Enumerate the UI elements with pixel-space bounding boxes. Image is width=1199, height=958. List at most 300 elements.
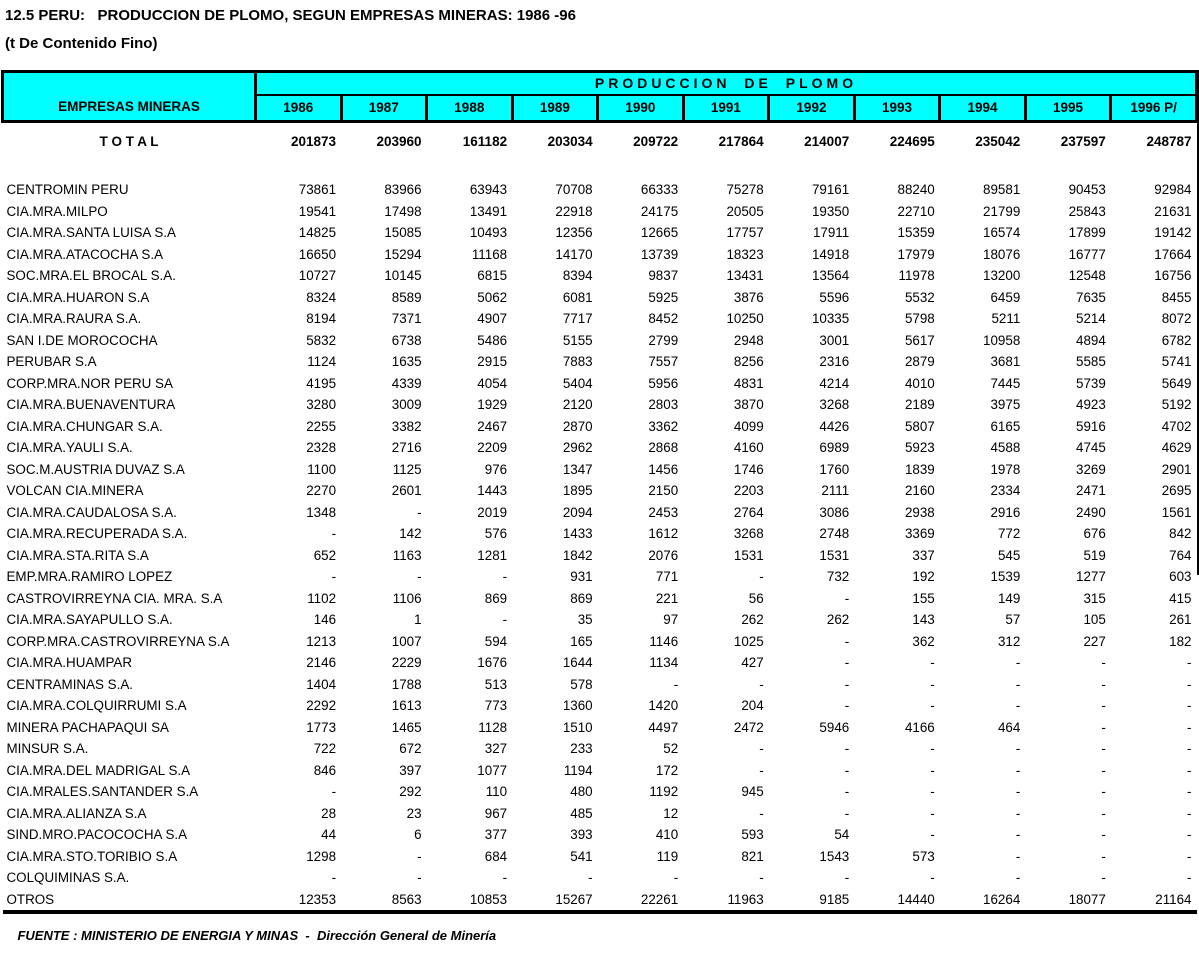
value-cell: 35 [577, 612, 593, 627]
value-cell: 1102 [307, 590, 337, 606]
year-header: 1995 [1025, 95, 1111, 122]
value-cell: 4339 [391, 375, 422, 391]
value-cell: 4923 [1076, 397, 1106, 412]
value-cell: 1746 [733, 461, 764, 477]
value-cell: - [844, 805, 850, 821]
value-cell: - [1187, 805, 1192, 821]
value-cell: 6459 [990, 289, 1021, 305]
value-cell: 14440 [854, 889, 940, 913]
value-cell: 16264 [940, 889, 1026, 913]
value-cell: 931 [570, 569, 593, 584]
value-cell: - [930, 676, 935, 692]
value-cell: - [1187, 698, 1192, 713]
value-cell: - [844, 762, 850, 778]
value-cell: 1163 [392, 547, 422, 563]
company-name-cell: CIA.MRA.HUAMPAR [6, 655, 132, 670]
company-name-cell: CIA.MRA.CHUNGAR S.A. [6, 418, 163, 434]
value-cell: - [502, 569, 508, 584]
value-cell: 1539 [990, 569, 1021, 584]
value-cell: 410 [655, 827, 679, 842]
value-cell: 10853 [427, 889, 513, 913]
value-cell: 261 [1169, 612, 1192, 627]
value-cell: - [1101, 719, 1106, 735]
value-cell: 2695 [1161, 483, 1192, 498]
value-cell: 83966 [384, 182, 422, 197]
value-cell: 684 [484, 848, 508, 864]
page-subtitle: (t De Contenido Fino) [5, 35, 158, 52]
value-cell: - [1187, 762, 1192, 778]
value-cell: 21631 [1154, 203, 1192, 219]
value-cell: - [1101, 655, 1106, 670]
value-cell: 15359 [897, 225, 935, 240]
value-cell: 732 [826, 569, 850, 584]
value-cell: - [1015, 784, 1021, 799]
value-cell: - [1101, 827, 1106, 842]
value-cell: 2292 [306, 698, 337, 713]
value-cell: 90453 [1068, 182, 1106, 197]
value-cell: 15085 [384, 225, 422, 240]
table-row [3, 760, 1197, 782]
value-cell: 821 [741, 848, 764, 864]
table-row [3, 437, 1197, 459]
value-cell: 17979 [897, 246, 935, 262]
value-cell: 9185 [769, 889, 855, 913]
value-cell: 73861 [298, 182, 337, 197]
company-name-cell: CORP.MRA.CASTROVIRREYNA S.A [6, 633, 230, 649]
value-cell: 4010 [904, 375, 935, 391]
table-row [3, 244, 1197, 266]
value-cell: 10727 [298, 268, 337, 283]
value-cell: 203960 [376, 134, 422, 149]
value-cell: 75278 [726, 182, 764, 197]
spacer-cell [3, 161, 1197, 179]
value-cell: 869 [570, 590, 593, 606]
value-cell: 16756 [1154, 268, 1192, 283]
company-name-cell: CASTROVIRREYNA CIA. MRA. S.A [6, 590, 223, 606]
value-cell: 2019 [477, 504, 508, 520]
value-cell: 7717 [562, 311, 593, 326]
value-cell: - [930, 784, 935, 799]
value-cell: 292 [399, 784, 422, 799]
value-cell: 10250 [726, 311, 764, 326]
value-cell: 5532 [904, 289, 935, 305]
year-header: 1992 [769, 95, 855, 122]
value-cell: 603 [1169, 569, 1192, 584]
value-cell: 427 [741, 655, 764, 670]
value-cell: 2467 [477, 418, 508, 434]
value-cell: 15267 [512, 889, 598, 913]
value-cell: 1978 [990, 461, 1021, 477]
value-cell: 165 [570, 633, 593, 649]
value-cell: 14918 [811, 246, 850, 262]
value-cell: 2901 [1161, 461, 1192, 477]
value-cell: 1128 [478, 719, 508, 735]
value-cell: 17498 [384, 203, 422, 219]
value-cell: - [1015, 848, 1021, 864]
value-cell: 10958 [983, 332, 1021, 348]
value-cell: 6989 [819, 440, 850, 455]
value-cell: - [1101, 676, 1106, 692]
value-cell: 415 [1169, 590, 1192, 606]
value-cell: 5155 [562, 332, 593, 348]
value-cell: - [502, 612, 508, 627]
value-cell: 18077 [1025, 889, 1111, 913]
value-cell: - [1101, 762, 1106, 778]
table-row [3, 803, 1197, 825]
value-cell: 5211 [991, 311, 1021, 326]
value-cell: 337 [912, 547, 935, 563]
value-cell: 3382 [391, 418, 422, 434]
value-cell: - [1101, 805, 1106, 821]
value-cell: 13564 [811, 268, 850, 283]
value-cell: - [1015, 741, 1021, 756]
empresas-mineras-header: EMPRESAS MINERAS [3, 72, 256, 122]
value-cell: 362 [912, 633, 935, 649]
value-cell: 5486 [477, 332, 508, 348]
value-cell: 209722 [633, 134, 679, 149]
value-cell: 2803 [648, 397, 679, 412]
value-cell: 2076 [648, 547, 679, 563]
value-cell: 8394 [562, 268, 593, 283]
value-cell: 4831 [733, 375, 764, 391]
value-cell: 2209 [477, 440, 508, 455]
value-cell: - [1015, 762, 1021, 778]
value-cell: 869 [484, 590, 508, 606]
value-cell: 192 [912, 569, 935, 584]
table-row [3, 373, 1197, 395]
value-cell: 573 [912, 848, 935, 864]
table-row [3, 717, 1197, 739]
source-text: FUENTE : MINISTERIO DE ENERGIA Y MINAS - Dirección General de Minería [17, 928, 497, 943]
value-cell: 576 [484, 526, 508, 541]
value-cell: - [1015, 655, 1021, 670]
table-row [3, 695, 1197, 717]
value-cell: 1281 [477, 547, 508, 563]
table-row [3, 179, 1197, 201]
company-name-cell: CIA.MRA.SANTA LUISA S.A [6, 225, 176, 240]
value-cell: 1456 [648, 461, 679, 477]
value-cell: 6081 [562, 289, 593, 305]
value-cell: 842 [1169, 526, 1192, 541]
value-cell: - [844, 655, 850, 670]
table-row [3, 222, 1197, 244]
value-cell: 1929 [477, 397, 508, 412]
company-name-cell: CIA.MRA.STO.TORIBIO S.A [6, 848, 178, 864]
value-cell: 7557 [648, 354, 679, 369]
table-row [3, 824, 1197, 846]
value-cell: - [844, 784, 850, 799]
value-cell: 1839 [904, 461, 935, 477]
value-cell: 237597 [1060, 134, 1106, 149]
value-cell: 105 [1083, 612, 1106, 627]
value-cell: 2490 [1076, 504, 1106, 520]
company-name-cell: CIA.MRA.HUARON S.A [6, 289, 150, 305]
value-cell: 4426 [819, 418, 850, 434]
table-row [3, 351, 1197, 373]
value-cell: 12356 [555, 225, 593, 240]
value-cell: 2150 [648, 483, 679, 498]
value-cell: 6 [414, 827, 422, 842]
value-cell: 2146 [306, 655, 337, 670]
value-cell: 4894 [1076, 332, 1106, 348]
value-cell: 3269 [1076, 461, 1106, 477]
value-cell: 18323 [726, 246, 764, 262]
value-cell: 17664 [1154, 246, 1192, 262]
value-cell: 23 [406, 805, 422, 821]
value-cell: 63943 [469, 182, 508, 197]
value-cell: - [502, 870, 508, 885]
table-row [3, 330, 1197, 352]
value-cell: 2870 [562, 418, 593, 434]
value-cell: - [759, 676, 764, 692]
value-cell: 3975 [990, 397, 1021, 412]
value-cell: - [759, 741, 764, 756]
value-cell: - [1015, 698, 1021, 713]
value-cell: 10335 [811, 311, 850, 326]
company-name-cell: SOC.MRA.EL BROCAL S.A. [6, 268, 176, 283]
value-cell: 2716 [391, 440, 422, 455]
value-cell: 541 [570, 848, 593, 864]
value-cell: 5617 [904, 332, 935, 348]
value-cell: 5741 [1161, 354, 1192, 369]
value-cell: 217864 [718, 134, 764, 149]
value-cell: 5192 [1161, 397, 1192, 412]
company-name-cell: CIA.MRA.STA.RITA S.A [6, 547, 149, 563]
value-cell: 52 [663, 741, 679, 756]
company-name-cell: CENTRAMINAS S.A. [6, 676, 133, 692]
value-cell: 22261 [598, 889, 684, 913]
table-row [3, 889, 1197, 913]
value-cell: 11168 [471, 246, 508, 262]
table-row [3, 459, 1197, 481]
value-cell: 57 [1005, 612, 1021, 627]
value-cell: 19350 [811, 203, 850, 219]
value-cell: - [1187, 870, 1192, 885]
value-cell: 14170 [555, 246, 593, 262]
value-cell: 312 [997, 633, 1021, 649]
company-name-cell: CIA.MRA.CAUDALOSA S.A. [6, 504, 177, 520]
value-cell: 14825 [298, 225, 337, 240]
value-cell: 1788 [391, 676, 422, 692]
value-cell: 2938 [904, 504, 935, 520]
value-cell: 846 [313, 762, 337, 778]
value-cell: - [844, 633, 850, 649]
value-cell: 1644 [562, 655, 593, 670]
value-cell: 397 [399, 762, 422, 778]
value-cell: 22918 [555, 203, 593, 219]
value-cell: 3870 [733, 397, 764, 412]
value-cell: 224695 [889, 134, 935, 149]
production-table [1, 70, 1198, 914]
value-cell: 2094 [562, 504, 593, 520]
value-cell: - [417, 848, 422, 864]
value-cell: 771 [655, 569, 679, 584]
value-cell: 1895 [562, 483, 593, 498]
value-cell: - [844, 676, 850, 692]
value-cell: 1100 [307, 461, 337, 477]
value-cell: 143 [912, 612, 935, 627]
value-cell: 5062 [477, 289, 508, 305]
value-cell: 1531 [733, 547, 764, 563]
value-cell: 1347 [562, 461, 593, 477]
value-cell: 2764 [733, 504, 764, 520]
value-cell: - [673, 676, 679, 692]
value-cell: 967 [484, 805, 508, 821]
value-cell: 8452 [648, 311, 679, 326]
value-cell: 2453 [648, 504, 679, 520]
value-cell: 513 [484, 676, 508, 692]
company-name-cell: CIA.MRA.BUENAVENTURA [6, 397, 176, 412]
value-cell: 1510 [562, 719, 593, 735]
value-cell: 149 [997, 590, 1021, 606]
value-cell: - [844, 590, 850, 606]
value-cell: 7445 [990, 375, 1021, 391]
value-cell: 1773 [306, 719, 337, 735]
value-cell: 235042 [975, 134, 1021, 149]
value-cell: 88240 [897, 182, 935, 197]
company-name-cell: CIA.MRA.RECUPERADA S.A. [6, 526, 188, 541]
value-cell: 17899 [1068, 225, 1106, 240]
value-cell: - [930, 762, 935, 778]
value-cell: 11978 [898, 268, 935, 283]
value-cell: 676 [1083, 526, 1106, 541]
header-row-group [3, 72, 1197, 95]
value-cell: 1404 [306, 676, 337, 692]
table-row [3, 738, 1197, 760]
year-header: 1996 P/ [1111, 95, 1197, 122]
value-cell: 16574 [983, 225, 1021, 240]
value-cell: 772 [997, 526, 1021, 541]
value-cell: 20505 [726, 203, 764, 219]
value-cell: - [1015, 870, 1021, 885]
value-cell: - [1015, 827, 1021, 842]
value-cell: 4160 [733, 440, 764, 455]
value-cell: 464 [997, 719, 1021, 735]
value-cell: 4214 [819, 375, 850, 391]
value-cell: - [844, 741, 850, 756]
value-cell: 2948 [733, 332, 764, 348]
value-cell: - [930, 827, 935, 842]
value-cell: - [1101, 848, 1106, 864]
value-cell: 1465 [391, 719, 422, 735]
value-cell: 2601 [391, 483, 422, 498]
value-cell: 172 [655, 762, 679, 778]
table-row [3, 867, 1197, 889]
value-cell: 1842 [562, 547, 593, 563]
table-row [3, 566, 1197, 588]
value-cell: 1433 [562, 526, 593, 541]
value-cell: 221 [655, 590, 679, 606]
value-cell: 2189 [904, 397, 935, 412]
value-cell: - [759, 805, 764, 821]
company-name-cell: CIA.MRA.COLQUIRRUMI S.A [6, 698, 187, 713]
value-cell: 976 [484, 461, 508, 477]
value-cell: 161182 [462, 134, 508, 149]
table-row [3, 609, 1197, 631]
value-cell: 2915 [477, 354, 508, 369]
table-row [3, 846, 1197, 868]
value-cell: - [1101, 698, 1106, 713]
value-cell: 13431 [726, 268, 764, 283]
company-name-cell: CIA.MRA.MILPO [6, 203, 108, 219]
value-cell: - [759, 762, 764, 778]
value-cell: 1025 [733, 633, 764, 649]
value-cell: 8256 [733, 354, 764, 369]
produccion-de-plomo-header: PRODUCCION DE PLOMO [256, 72, 1197, 95]
value-cell: 2472 [733, 719, 764, 735]
value-cell: - [759, 569, 764, 584]
value-cell: - [1187, 827, 1192, 842]
value-cell: 13491 [469, 203, 508, 219]
value-cell: - [1101, 870, 1106, 885]
value-cell: 2316 [819, 354, 850, 369]
value-cell: 3001 [819, 332, 850, 348]
value-cell: 142 [399, 526, 422, 541]
value-cell: 201873 [290, 134, 337, 149]
value-cell: 1194 [563, 762, 593, 778]
value-cell: 66333 [640, 182, 679, 197]
value-cell: 3280 [306, 397, 337, 412]
table-body [3, 122, 1197, 913]
value-cell: 5946 [819, 719, 850, 735]
value-cell: 8589 [391, 289, 422, 305]
value-cell: - [588, 870, 593, 885]
value-cell: - [930, 741, 935, 756]
value-cell: 5649 [1161, 375, 1192, 391]
value-cell: 56 [748, 590, 764, 606]
value-cell: - [673, 870, 679, 885]
value-cell: 1360 [562, 698, 593, 713]
value-cell: 1277 [1076, 569, 1106, 584]
value-cell: 110 [485, 784, 508, 799]
value-cell: 70708 [555, 182, 593, 197]
value-cell: - [331, 784, 337, 799]
value-cell: 3086 [819, 504, 850, 520]
value-cell: - [331, 526, 337, 541]
value-cell: 97 [663, 612, 679, 627]
value-cell: - [1015, 676, 1021, 692]
year-header: 1994 [940, 95, 1026, 122]
value-cell: 12 [663, 805, 679, 821]
value-cell: 1676 [477, 655, 508, 670]
table-row [3, 201, 1197, 223]
value-cell: - [1187, 784, 1192, 799]
value-cell: 945 [741, 784, 764, 799]
value-cell: 2334 [990, 483, 1021, 498]
value-cell: 5585 [1076, 354, 1106, 369]
value-cell: 722 [313, 741, 337, 756]
value-cell: - [1187, 676, 1192, 692]
year-header: 1989 [512, 95, 598, 122]
value-cell: 2962 [562, 440, 593, 455]
value-cell: - [417, 569, 422, 584]
value-cell: 11963 [683, 889, 769, 913]
total-row [3, 122, 1197, 162]
value-cell: 4195 [306, 375, 337, 391]
table-row [3, 652, 1197, 674]
value-cell: 155 [912, 590, 935, 606]
value-cell: 204 [741, 698, 764, 713]
value-cell: - [417, 870, 422, 885]
company-name-cell: MINERA PACHAPAQUI SA [6, 719, 169, 735]
value-cell: 12548 [1068, 268, 1106, 283]
value-cell: 5916 [1076, 418, 1106, 434]
table-row [3, 588, 1197, 610]
table-row [3, 265, 1197, 287]
value-cell: 233 [570, 741, 593, 756]
table-row [3, 545, 1197, 567]
value-cell: 1543 [819, 848, 850, 864]
